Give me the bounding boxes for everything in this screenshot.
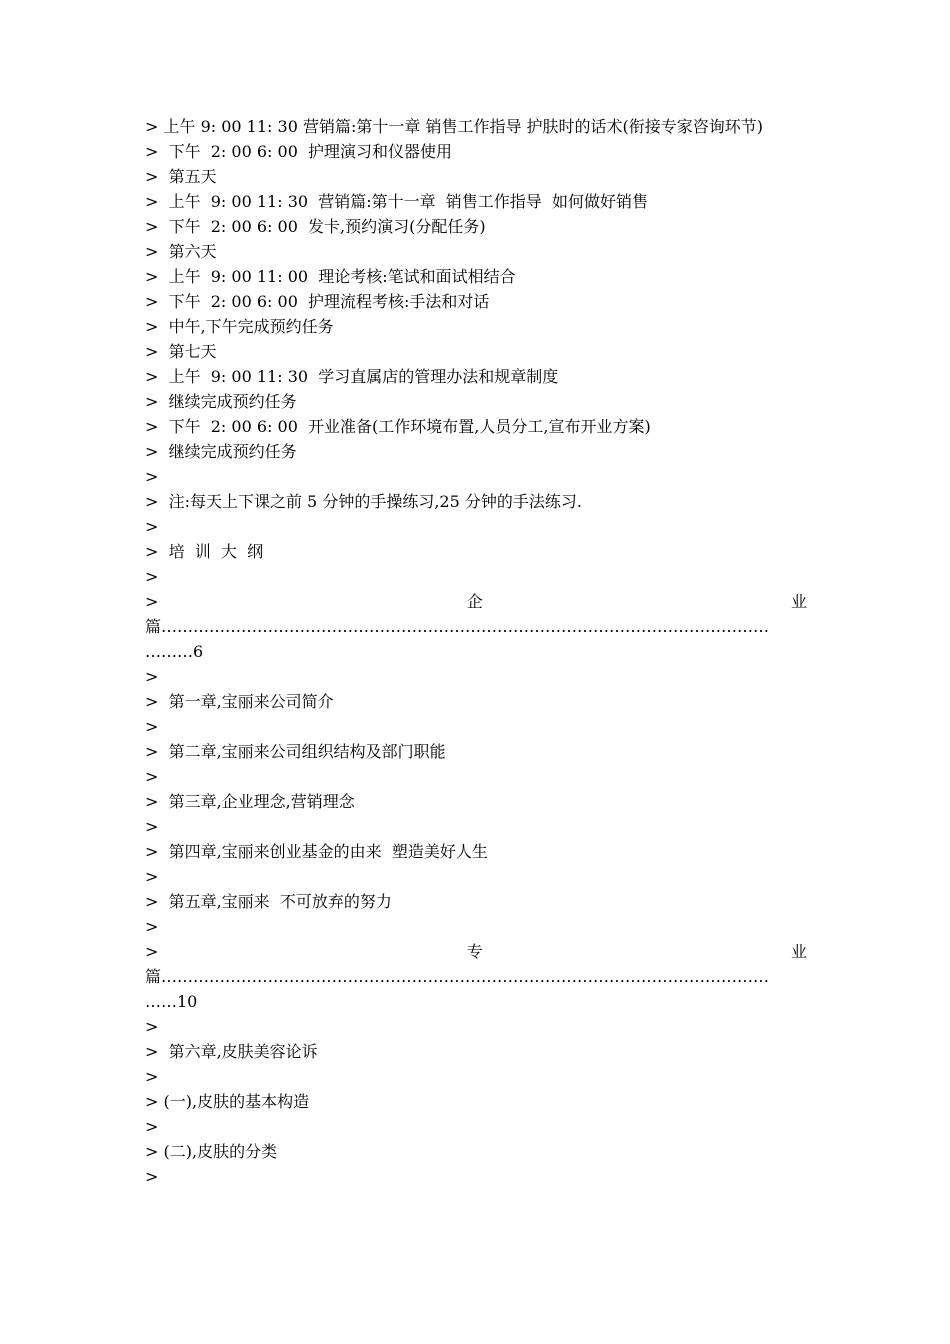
text-line: > 下午 2: 00 6: 00 发卡,预约演习(分配任务) (145, 217, 486, 236)
text-line: > 第七天 (145, 342, 217, 361)
text-line: > (145, 867, 159, 886)
text-line: > 第一章,宝丽来公司简介 (145, 692, 334, 711)
toc-section-enterprise-heading (145, 589, 807, 614)
toc-leader-line: 篇…………………………………………………………………………………………………… (145, 967, 769, 986)
text-line: > (145, 717, 159, 736)
text-line: > 继续完成预约任务 (145, 442, 297, 461)
toc-section-professional-heading (145, 939, 807, 964)
text-line: > (二),皮肤的分类 (145, 1142, 278, 1161)
text-line: > 上午 9: 00 11: 30 营销篇:第十一章 销售工作指导 护肤时的话术(衔接专家咨询环节) (145, 117, 764, 136)
text-line: > (145, 467, 159, 486)
text-line: > 第二章,宝丽来公司组织结构及部门职能 (145, 742, 446, 761)
toc-page-number: ………6 (145, 642, 204, 661)
text-line: > 中午,下午完成预约任务 (145, 317, 334, 336)
text-line: > 上午 9: 00 11: 00 理论考核:笔试和面试相结合 (145, 267, 516, 286)
text-line: > (145, 1017, 159, 1036)
text-line: > (145, 567, 159, 586)
text-line: > 上午 9: 00 11: 30 营销篇:第十一章 销售工作指导 如何做好销售 (145, 192, 648, 211)
document-body (145, 114, 807, 1189)
heading-char: 业 (790, 942, 807, 961)
text-line: > (145, 1117, 159, 1136)
text-line: > (145, 817, 159, 836)
text-line: > 第三章,企业理念,营销理念 (145, 792, 355, 811)
toc-leader-line: 篇…………………………………………………………………………………………………… (145, 617, 769, 636)
text-line: > 继续完成预约任务 (145, 392, 297, 411)
text-line: > 下午 2: 00 6: 00 护理演习和仪器使用 (145, 142, 453, 161)
text-line: > (145, 517, 159, 536)
heading-char: 业 (790, 592, 807, 611)
text-line: > (145, 667, 159, 686)
text-line: > (一),皮肤的基本构造 (145, 1092, 310, 1111)
text-line: > 第五天 (145, 167, 217, 186)
text-line: > 注:每天上下课之前 5 分钟的手操练习,25 分钟的手法练习. (145, 492, 582, 511)
text-line: > 上午 9: 00 11: 30 学习直属店的管理办法和规章制度 (145, 367, 559, 386)
line-marker: > (145, 592, 159, 611)
text-line: > 第六天 (145, 242, 217, 261)
text-line: > 培 训 大 纲 (145, 542, 264, 561)
text-line: > 第五章,宝丽来 不可放弃的努力 (145, 892, 392, 911)
text-line: > (145, 1067, 159, 1086)
text-line: > 第四章,宝丽来创业基金的由来 塑造美好人生 (145, 842, 488, 861)
line-marker: > (145, 942, 159, 961)
text-line: > 第六章,皮肤美容论诉 (145, 1042, 318, 1061)
heading-char: 专 (466, 942, 483, 961)
text-line: > (145, 1167, 159, 1186)
toc-page-number: ……10 (145, 992, 198, 1011)
text-line: > 下午 2: 00 6: 00 护理流程考核:手法和对话 (145, 292, 490, 311)
text-line: > (145, 767, 159, 786)
text-line: > (145, 917, 159, 936)
heading-char: 企 (466, 592, 483, 611)
text-line: > 下午 2: 00 6: 00 开业准备(工作环境布置,人员分工,宣布开业方案) (145, 417, 651, 436)
